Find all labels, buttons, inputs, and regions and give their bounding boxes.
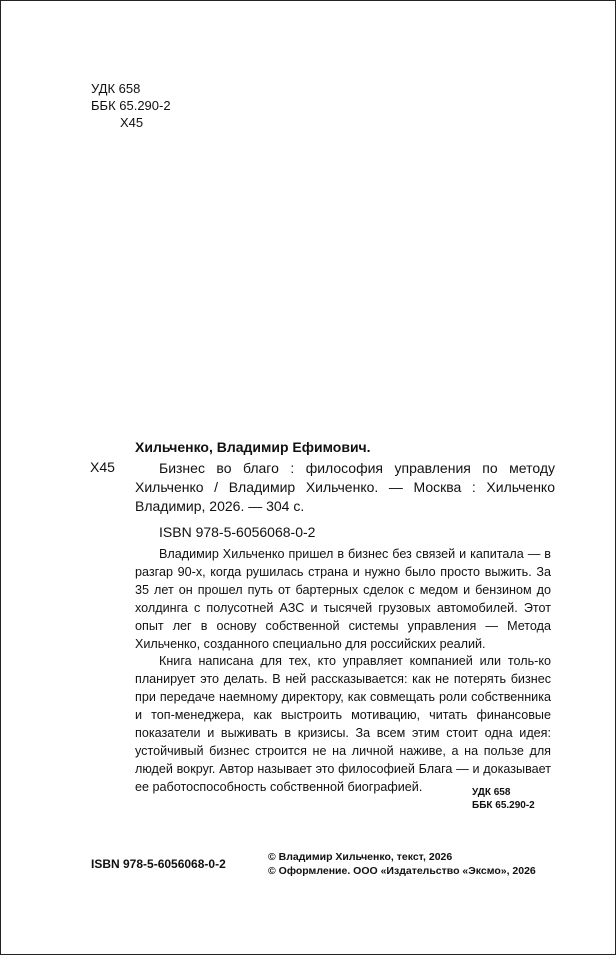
bbk-code-bottom: ББК 65.290-2 xyxy=(472,800,535,811)
udk-code: УДК 658 xyxy=(91,81,141,96)
bibliographic-title: Бизнес во благо : философия управления по методу Хильченко / Владимир Хильченко. — Москва : Хильченко Владимир, 2026. — 304 с. xyxy=(135,460,555,514)
abstract xyxy=(135,546,551,797)
udk-code-bottom: УДК 658 xyxy=(472,787,511,798)
abstract-paragraph: Книга написана для тех, кто управляет компанией или толь-ко планирует это делать. В ней рассказывается: как не потерять бизнес при передаче наемному директору, как совмещать роли собственника и топ-менеджера, как выстроить мотивацию, читать финансовые показатели и выживать в кризисы. За всем этим стоит одна идея: устойчивый бизнес строится не на личной наживе, а на пользе для людей вокруг. Автор называет это философией Блага — и доказывает ее работоспособность собственной биографией. xyxy=(135,654,551,794)
classification-codes-top xyxy=(91,80,171,131)
bbk-code: ББК 65.290-2 xyxy=(91,98,171,113)
abstract-paragraph: Владимир Хильченко пришел в бизнес без связей и капитала — в разгар 90-х, когда рушилась страна и нужно было просто выжить. За 35 лет он прошел путь от бартерных сделок с медом и бензином до холдинга с полусотней АЗС и тысячей грузовых автомобилей. Этот опыт лег в основу собственной системы управления — Метода Хильченко, созданного специально для российских реалий. xyxy=(135,547,551,651)
copyright-text-line: © Владимир Хильченко, текст, 2026 xyxy=(268,851,453,863)
author-mark: Х45 xyxy=(120,115,144,130)
copyright-block xyxy=(268,850,536,878)
isbn-number: ISBN 978-5-6056068-0-2 xyxy=(159,524,316,540)
author-heading: Хильченко, Владимир Ефимович. xyxy=(135,439,371,455)
record-author-mark: Х45 xyxy=(90,459,115,475)
classification-codes-bottom xyxy=(472,786,535,812)
isbn-bottom: ISBN 978-5-6056068-0-2 xyxy=(91,857,226,871)
copyright-design-line: © Оформление. ООО «Издательство «Эксмо», 2026 xyxy=(268,865,536,877)
